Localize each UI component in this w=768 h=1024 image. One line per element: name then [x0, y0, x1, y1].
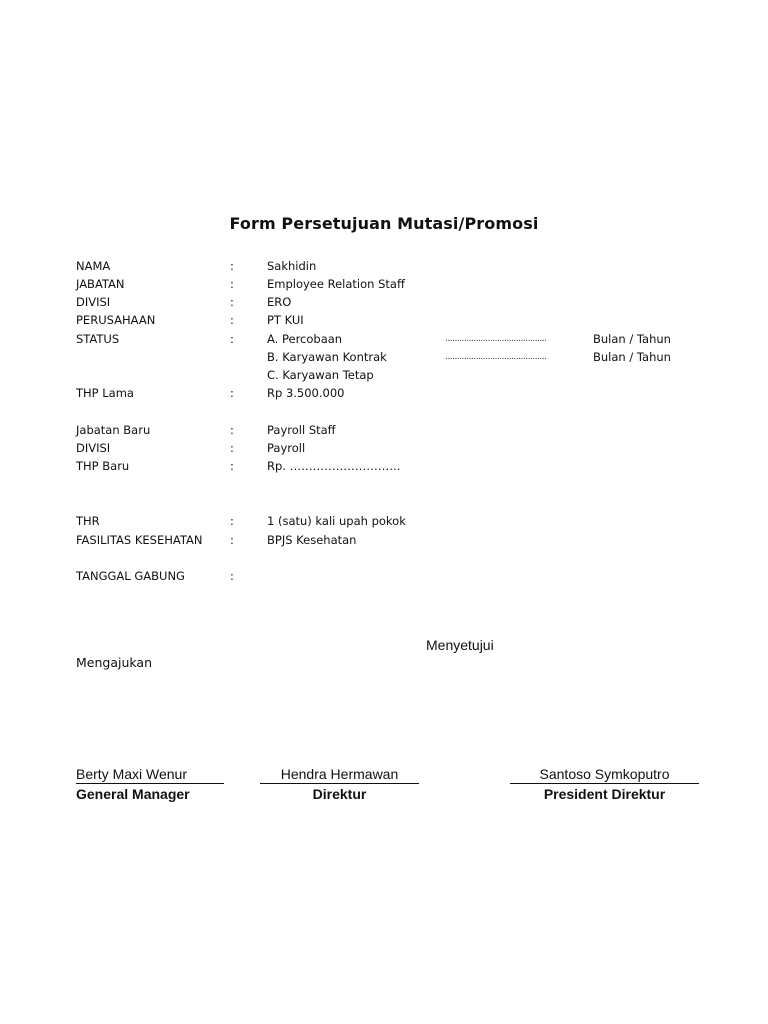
field-value: Payroll Staff — [267, 423, 336, 437]
field-label: THP Baru — [76, 459, 130, 473]
signatory-name: Berty Maxi Wenur — [76, 766, 224, 784]
signatory-name: Hendra Hermawan — [260, 766, 419, 784]
signature-block-direktur — [260, 766, 419, 804]
submission-heading: Mengajukan — [76, 655, 152, 670]
field-colon: : — [230, 277, 234, 291]
fill-in-dots: ........................................... — [445, 352, 547, 362]
field-row-tanggal-gabung — [0, 567, 768, 585]
field-row-jabatan-baru — [0, 421, 768, 439]
form-title: Form Persetujuan Mutasi/Promosi — [229, 214, 539, 233]
fill-in-dots: ........................................... — [445, 334, 547, 344]
duration-unit: Bulan / Tahun — [593, 332, 671, 346]
field-label: TANGGAL GABUNG — [76, 569, 185, 583]
field-label: DIVISI — [76, 441, 111, 455]
field-row-status-tetap — [0, 366, 768, 384]
signature-block-president-direktur — [510, 766, 699, 804]
signatory-name: Santoso Symkoputro — [510, 766, 699, 784]
field-value: Rp. ……………………….. — [267, 459, 401, 473]
field-value: 1 (satu) kali upah pokok — [267, 514, 406, 528]
field-colon: : — [230, 295, 234, 309]
duration-unit: Bulan / Tahun — [593, 350, 671, 364]
field-value: PT KUI — [267, 313, 304, 327]
field-row-divisi-baru — [0, 439, 768, 457]
field-row-nama — [0, 257, 768, 275]
field-row-fasilitas-kesehatan — [0, 531, 768, 549]
field-row-perusahaan — [0, 311, 768, 329]
field-row-thp-lama — [0, 384, 768, 402]
field-colon: : — [230, 259, 234, 273]
field-colon: : — [230, 332, 234, 346]
field-row-thp-baru — [0, 457, 768, 475]
field-label: STATUS — [76, 332, 120, 346]
field-label: FASILITAS KESEHATAN — [76, 533, 203, 547]
approval-heading: Menyetujui — [426, 637, 494, 653]
field-row-jabatan — [0, 275, 768, 293]
field-value: A. Percobaan — [267, 332, 343, 346]
signatory-role: Direktur — [312, 786, 367, 802]
field-value: BPJS Kesehatan — [267, 533, 357, 547]
field-row-status — [0, 330, 768, 348]
field-value: Rp 3.500.000 — [267, 386, 345, 400]
field-label: DIVISI — [76, 295, 111, 309]
signatory-role: General Manager — [76, 786, 190, 802]
field-label: NAMA — [76, 259, 111, 273]
field-row-divisi — [0, 293, 768, 311]
field-colon: : — [230, 569, 234, 583]
field-colon: : — [230, 514, 234, 528]
field-colon: : — [230, 459, 234, 473]
field-colon: : — [230, 386, 234, 400]
field-label: JABATAN — [76, 277, 125, 291]
field-value: Sakhidin — [267, 259, 317, 273]
field-value: Payroll — [267, 441, 306, 455]
field-colon: : — [230, 441, 234, 455]
field-row-status-kontrak — [0, 348, 768, 366]
field-colon: : — [230, 423, 234, 437]
field-label: THR — [76, 514, 100, 528]
field-value: Employee Relation Staff — [267, 277, 405, 291]
field-colon: : — [230, 533, 234, 547]
field-value: ERO — [267, 295, 292, 309]
field-value: C. Karyawan Tetap — [267, 368, 374, 382]
signature-block-general-manager — [76, 766, 224, 804]
field-row-thr — [0, 512, 768, 530]
field-colon: : — [230, 313, 234, 327]
field-label: PERUSAHAAN — [76, 313, 156, 327]
signatory-role: President Direktur — [543, 786, 666, 802]
field-label: Jabatan Baru — [76, 423, 151, 437]
field-label: THP Lama — [76, 386, 134, 400]
field-value: B. Karyawan Kontrak — [267, 350, 387, 364]
